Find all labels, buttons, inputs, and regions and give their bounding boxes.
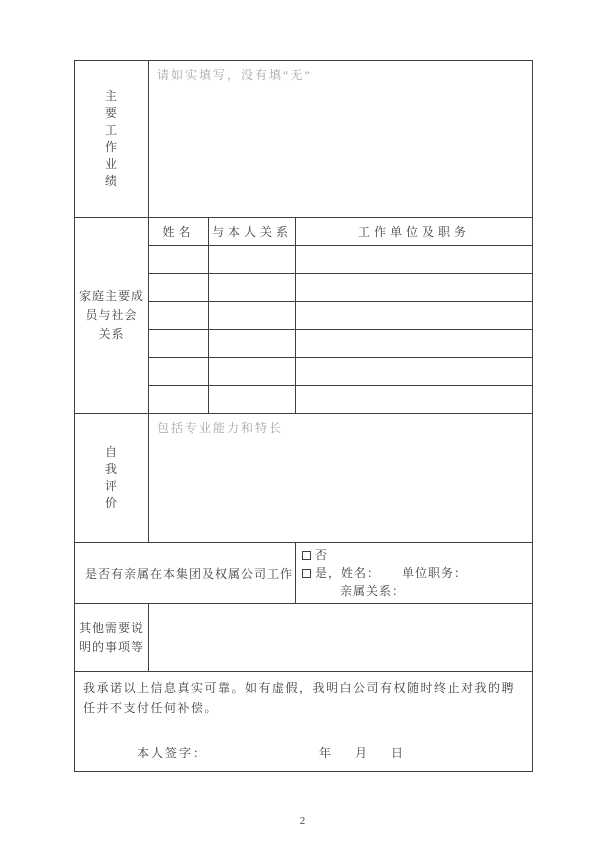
family-member-cell[interactable] <box>209 330 296 358</box>
relatives-no-label: 否 <box>315 548 329 562</box>
relatives-option-yes <box>302 564 526 582</box>
page-number: 2 <box>299 815 306 827</box>
self-evaluation-placeholder: 包括专业能力和特长 <box>157 421 284 435</box>
family-member-cell[interactable] <box>149 274 209 302</box>
declaration-text: 我承诺以上信息真实可靠。如有虚假，我明白公司有权随时终止对我的聘任并不支付任何补偿。 <box>83 681 516 715</box>
month-label: 月 <box>355 746 370 760</box>
application-form-table <box>74 60 533 772</box>
family-col-name: 姓名 <box>149 218 209 246</box>
family-header-row <box>75 218 533 246</box>
relatives-option-no <box>302 546 526 564</box>
family-member-cell[interactable] <box>296 302 533 330</box>
relatives-row <box>75 543 533 604</box>
other-notes-input-area[interactable] <box>149 604 533 672</box>
family-member-cell[interactable] <box>296 246 533 274</box>
achievements-input-area[interactable] <box>149 61 533 218</box>
family-member-cell[interactable] <box>296 386 533 414</box>
achievements-label: 主 要 工 作 业 绩 <box>75 61 149 218</box>
family-member-cell[interactable] <box>209 358 296 386</box>
checkbox-no-icon[interactable] <box>302 551 311 560</box>
relatives-yes-label: 是，姓名： <box>315 566 381 580</box>
self-evaluation-row <box>75 414 533 543</box>
self-evaluation-label: 自 我 评 价 <box>75 414 149 543</box>
other-notes-label: 其他需要说 明的事项等 <box>75 604 149 672</box>
checkbox-yes-icon[interactable] <box>302 569 311 578</box>
family-col-workunit: 工作单位及职务 <box>296 218 533 246</box>
family-member-cell[interactable] <box>149 246 209 274</box>
family-member-cell[interactable] <box>209 274 296 302</box>
family-member-cell[interactable] <box>149 358 209 386</box>
relatives-relation-label: 亲属关系： <box>340 584 406 598</box>
relatives-choices-cell <box>296 543 533 604</box>
achievements-placeholder: 请如实填写，没有填“无” <box>157 68 312 82</box>
day-label: 日 <box>391 746 406 760</box>
family-member-cell[interactable] <box>296 358 533 386</box>
declaration-cell <box>75 672 533 772</box>
self-evaluation-input-area[interactable] <box>149 414 533 543</box>
family-member-cell[interactable] <box>149 302 209 330</box>
family-member-cell[interactable] <box>296 274 533 302</box>
signature-line <box>83 744 524 761</box>
signature-label: 本人签字： <box>137 746 208 760</box>
family-member-cell[interactable] <box>209 386 296 414</box>
achievements-row <box>75 61 533 218</box>
relatives-relation-line <box>302 582 526 600</box>
family-col-relation: 与本人关系 <box>209 218 296 246</box>
year-label: 年 <box>319 746 334 760</box>
family-member-cell[interactable] <box>149 330 209 358</box>
family-member-cell[interactable] <box>149 386 209 414</box>
date-fields <box>319 744 405 761</box>
relatives-unit-label: 单位职务： <box>402 566 468 580</box>
family-member-cell[interactable] <box>296 330 533 358</box>
declaration-row <box>75 672 533 772</box>
family-label: 家庭主要成 员与社会 关系 <box>75 218 149 414</box>
other-notes-row <box>75 604 533 672</box>
family-member-cell[interactable] <box>209 246 296 274</box>
relatives-question: 是否有亲属在本集团及权属公司工作 <box>75 543 296 604</box>
family-member-cell[interactable] <box>209 302 296 330</box>
